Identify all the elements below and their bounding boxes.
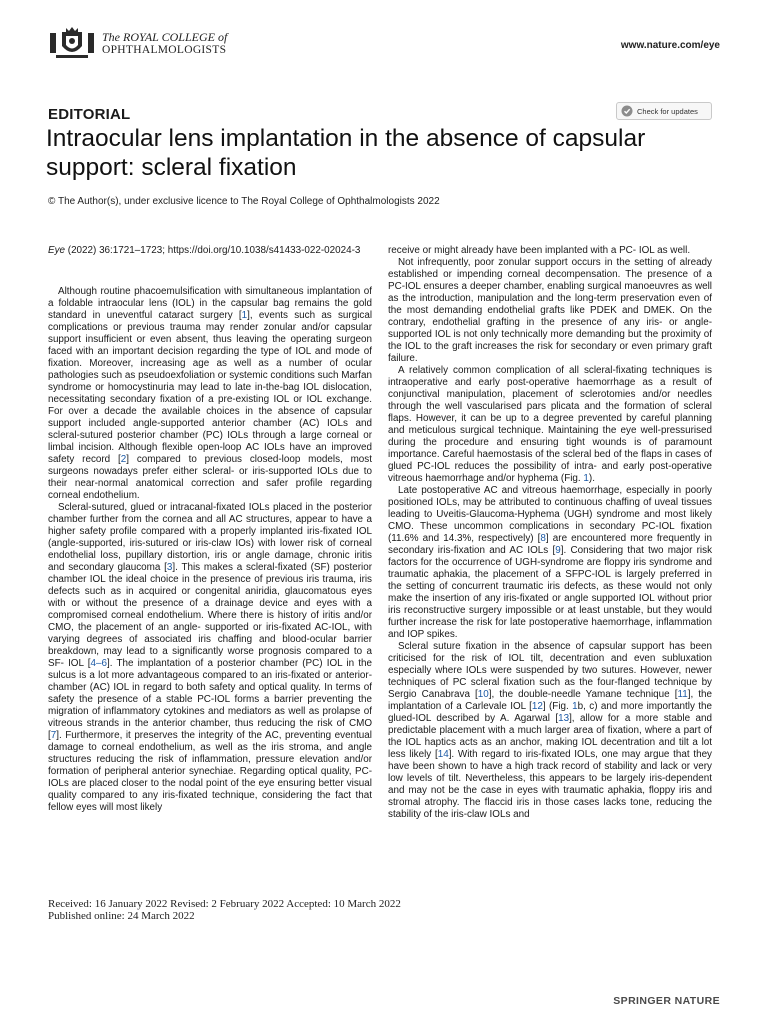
reference-link[interactable]: 10 <box>477 689 489 700</box>
body-text: ] (Fig. <box>542 701 573 712</box>
reference-link[interactable]: 8 <box>540 533 546 544</box>
logo-line-2: OPHTHALMOLOGISTS <box>102 44 227 56</box>
body-text: A relatively common complication of all scleral-fixating techniques is intraoperative and early post-operative haemorrhage as a result of conjunctival manipulation, placement of sclerotomies and/or needles through the well vascularised pars plicata and the formation of scleral flaps. However, it can be up to a degree prevented by careful planning and meticulous surgical technique. Maintaining the eye well-pressurised during the procedure and ensuring tight wounds is of paramount importance. Careful haemostasis of the scleral bed of the flaps in cases of glued PC-IOL reduces the possibility of intra- and early post-operative vitreous haemorrhage and/or hyphema (Fig. <box>388 365 712 484</box>
body-paragraph <box>388 245 712 257</box>
logo-line-1: The ROYAL COLLEGE of <box>102 30 228 44</box>
body-text: Late postoperative AC and vitreous haemorrhage, especially in poorly positioned IOLs, may be attributed to continuous chaffing of uveal tissues leading to Uveitis-Glaucoma-Hyphema (UGH) syndrome and most likely CMO. These uncommon complications in secondary PC-IOL fixation (11.6% and 14.3%, respectively) [ <box>388 485 712 544</box>
body-paragraph <box>388 257 712 365</box>
article-title: Intraocular lens implantation in the absence of capsular support: scleral fixation <box>46 125 646 181</box>
body-text: Not infrequently, poor zonular support occurs in the setting of already established or impending corneal decompensation. The presence of a PC-IOL ensures a deeper chamber, enabling surgical manoeuvres as well as the introduction, manipulation and the long-term preservation even of the most demanding endothelial grafts like PDEK and DMEK. On the contrary, endothelial grafting in the presence of any iris- or angle-supported IOL is not only technically more demanding but the proximity of the IOL to the graft increases the risk for secondary or even primary graft failure. <box>388 257 712 364</box>
rco-crest-icon <box>48 26 96 62</box>
journal-url-link[interactable]: www.nature.com/eye <box>620 40 720 51</box>
body-text: ]. This makes a scleral-fixated (SF) posterior chamber IOL the ideal choice in the presence of previous iris trauma, iris defects such as in acquired or congenital aniridia, glaucomatous eyes with or without the presence of a drainage device and eyes with a compromised corneal endothelium. Where there is history of iritis and/or CMO, the placement of an angle- supported or iris-fixated AC-IOL, with varying degrees of associated iris chaffing and blood-ocular barrier breakdown, may lead to a significantly worse prognosis compared to a SF- IOL [ <box>48 562 372 669</box>
body-text: ]. Considering that two major risk factors for the occurrence of UGH-syndrome are floppy iris syndrome and traumatic aphakia, the placement of a SFPC-IOL is largely preferred in the setting of concurrent traumatic iris defects, as these would not only make the insertion of any iris-fixated or angle supported IOL without prior iris reconstructive surgery impossible or at least unstable, but they would further increase the risk for late postoperative haemorrhage, inflammation and IOP spikes. <box>388 545 713 640</box>
body-text: ] compared to previous closed-loop models, most surgeons nowadays prefer either scleral- or iris-supported IOLs due to their near-normal anatomical correction and safer profile regarding corneal endothelium. <box>48 454 372 501</box>
reference-link[interactable]: 1 <box>583 473 589 484</box>
check-updates-label: Check for updates <box>637 106 698 116</box>
body-paragraph <box>48 502 372 814</box>
check-updates-icon <box>621 105 633 117</box>
body-text: ], the double-needle Yamane technique [ <box>488 689 678 700</box>
right-paragraphs <box>388 245 712 821</box>
body-column-right <box>388 245 712 821</box>
check-for-updates-button[interactable] <box>616 102 712 120</box>
body-text: ]. Furthermore, it preserves the integrity of the AC, preventing eventual damage to corneal endothelium, as well as the iris stroma, and angle structures reducing the risk of inflammation, pressure elevation and/or formation of peripheral anterior synechiae. Regarding optical quality, PC-IOLs are placed closer to the nodal point of the eye ensuring better visual quality compared to any iris-fixated technique, considering the fact that fellow eyes will most likely <box>48 730 372 813</box>
rco-logo[interactable] <box>48 26 227 62</box>
reference-link[interactable]: 7 <box>50 730 57 741</box>
body-paragraph <box>388 365 712 485</box>
published-online: Published online: 24 March 2022 <box>48 910 195 922</box>
received-revised-accepted: Received: 16 January 2022 Revised: 2 February 2022 Accepted: 10 March 2022 <box>48 898 401 910</box>
reference-link[interactable]: 11 <box>677 689 688 700</box>
body-text: ] are encountered more frequently in secondary iris-fixation and AC IOLs [ <box>388 533 712 556</box>
left-paragraphs <box>48 286 372 814</box>
body-text: ). <box>588 473 595 484</box>
journal-header <box>48 26 720 66</box>
article-dates <box>48 898 401 922</box>
section-label: EDITORIAL <box>48 106 131 123</box>
body-text: ], the implantation of a Carlevale IOL [ <box>388 689 713 712</box>
reference-link[interactable]: 13 <box>558 713 570 724</box>
reference-link[interactable]: 14 <box>437 749 449 760</box>
reference-link[interactable]: 9 <box>555 545 561 556</box>
reference-link[interactable]: 12 <box>531 701 543 712</box>
body-text: ], allow for a more stable and predictable placement with a much larger area of fixation, where a part of the IOL haptics acts as an anchor, making IOL decentration and tilt a lot less likely [ <box>388 713 712 760</box>
body-paragraph <box>388 485 712 641</box>
springer-nature-logo: SPRINGER NATURE <box>613 995 720 1007</box>
body-text: ], events such as surgical complications or previous trauma may render zonular and/or capsular support insufficient or even absent, thus leaving the operating surgeon faced with an important decision regarding the type of IOL and mode of fixation. Moreover, increasing age as well as a number of ocular pathologies such as pseudoexfoliation or systemic conditions such Marfan syndrome or homocystinuria may lead to late in-the-bag IOL dislocation, necessitating secondary fixation of a pre-existing IOL or IOL exchange. For over a decade the available choices in the absence of capsular support included angle-supported anterior chamber (AC) IOLs and scleral-sutured posterior chamber (PC) IOLs through a large corneal or limbal incision. Although flexible open-loop AC IOLs have an improved safety record [ <box>48 310 373 465</box>
body-text: ]. The implantation of a posterior chamber (PC) IOL in the sulcus is a lot more advantageous compared to an iris-fixated or anterior-chamber (AC) IOL in regard to both safety and optical quality. In terms of safety the presence of a stable PC-IOL forms a barrier preventing the migration of inflammatory cytokines and mediators as well as prolapse of vitreous strands in the anterior chamber, thus reducing the risk of CMO [ <box>48 658 373 741</box>
body-text: Scleral suture fixation in the absence of capsular support has been criticised for the risk of IOL tilt, decentration and even subluxation especially where IOLs were suspended by two sutures. However, newer techniques of PC scleral fixation such as the four-flanged technique by Sergio Canabrava [ <box>388 641 712 700</box>
body-column-left <box>48 245 372 814</box>
body-paragraph <box>48 286 372 502</box>
reference-link[interactable]: 4–6 <box>90 658 108 669</box>
reference-link[interactable]: 1 <box>241 310 248 321</box>
reference-link[interactable]: 3 <box>166 562 173 573</box>
body-paragraph <box>388 641 712 821</box>
body-text: ]. With regard to iris-fixated IOLs, one may argue that they have been shown to have a high track record of stability and lack or very low levels of tilt. Nevertheless, this appears to be largely iris-dependent and may not be the case in eyes with traumatic aphakia, floppy iris and stromal atrophy. The flaccid iris in those cases lacks tone, reducing the stability of the iris-claw IOLs and <box>388 749 712 820</box>
article-citation <box>48 245 372 257</box>
body-text: Although routine phacoemulsification with simultaneous implantation of a foldable intraocular lens (IOL) in the capsular bag remains the gold standard in uneventful cataract surgery [ <box>48 286 372 321</box>
body-text: Scleral-sutured, glued or intracanal-fixated IOLs placed in the posterior chamber further from the cornea and all AC structures, appear to have a higher safety profile compared with a properly implanted iris-fixated IOL (angle-supported, iris-sutured or iris-claw IOs) with lower risk of corneal endothelial loss, pupillary distortion, iris or angle damage, chronic iritis and secondary glaucoma [ <box>48 502 372 573</box>
licence-statement: © The Author(s), under exclusive licence to The Royal College of Ophthalmologists 2022 <box>48 196 440 207</box>
body-text: b, c) and more importantly the glued-IOL described by A. Agarwal [ <box>388 701 713 724</box>
citation-details[interactable]: (2022) 36:1721–1723; https://doi.org/10.1038/s41433-022-02024-3 <box>65 245 361 256</box>
journal-name: Eye <box>48 245 66 256</box>
reference-link[interactable]: 2 <box>120 454 127 465</box>
body-text: receive or might already have been implanted with a PC- IOL as well. <box>388 245 691 256</box>
article-body <box>48 245 712 881</box>
reference-link[interactable]: 1 <box>572 701 578 712</box>
